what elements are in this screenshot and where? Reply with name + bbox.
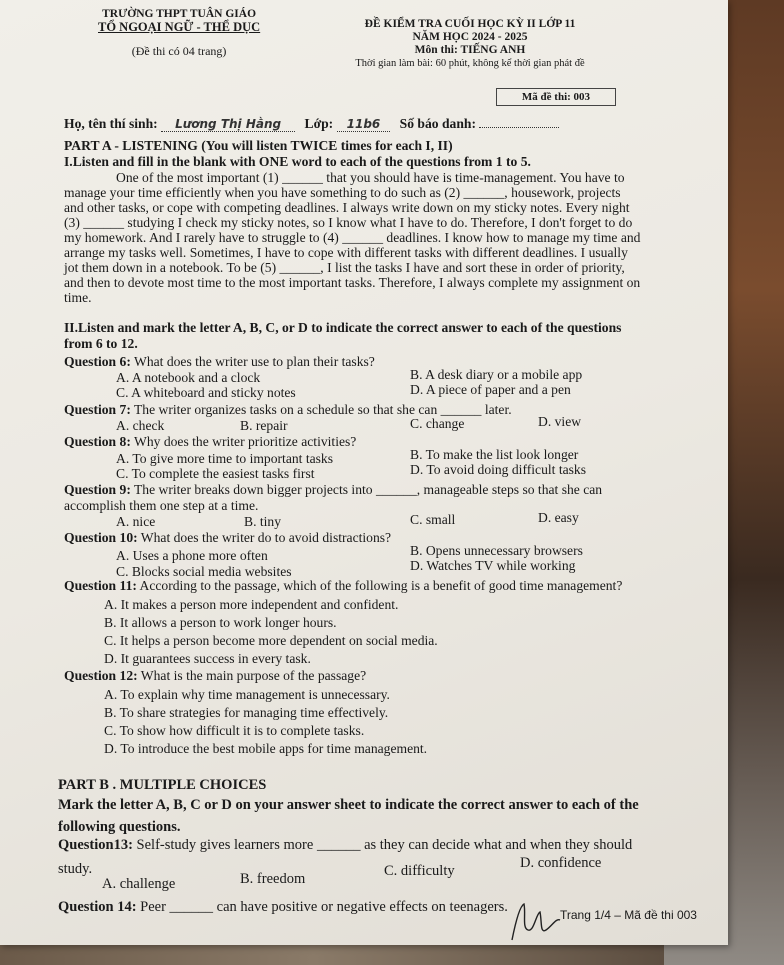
class-label: Lớp: <box>304 116 334 131</box>
question-11 <box>64 578 622 593</box>
option-a[interactable]: A. Uses a phone more often <box>116 548 268 563</box>
school-year: NĂM HỌC 2024 - 2025 <box>412 31 528 43</box>
school-header <box>98 8 260 58</box>
question-12 <box>64 668 366 683</box>
option-c[interactable]: C. Blocks social media websites <box>116 564 292 579</box>
question-10 <box>64 530 391 545</box>
option-b[interactable]: B. tiny <box>244 514 282 529</box>
section-2-title: II.Listen and mark the letter A, B, C, or D to indicate the correct answer to each of the questions <box>64 320 622 335</box>
sbd-label: Số báo danh: <box>399 116 476 131</box>
question-7 <box>64 402 512 417</box>
question-14 <box>58 900 508 915</box>
option-b[interactable]: B. freedom <box>240 871 306 887</box>
passage-line: arrange my tasks well. Sometimes, I have to cope with different tasks with different deadlines. I usually <box>64 245 628 260</box>
option-a[interactable]: A. It makes a person more independent and confident. <box>104 597 399 612</box>
option-b[interactable]: B. Opens unnecessary browsers <box>410 543 583 558</box>
question-text-cont: accomplish them one step at a time. <box>64 498 259 513</box>
option-a[interactable]: A. challenge <box>102 876 176 892</box>
option-b[interactable]: B. To make the list look longer <box>410 447 579 462</box>
question-label: Question 10: <box>64 530 138 545</box>
option-a[interactable]: A. check <box>116 418 165 433</box>
question-9 <box>64 482 602 497</box>
question-label: Question 7: <box>64 402 131 417</box>
option-a[interactable]: A. A notebook and a clock <box>116 370 261 385</box>
option-d[interactable]: D. confidence <box>520 855 602 871</box>
passage-line: time. <box>64 290 92 305</box>
page-footer: Trang 1/4 – Mã đề thi 003 <box>560 908 697 922</box>
department-name: TỔ NGOẠI NGỮ - THỂ DỤC <box>98 20 261 34</box>
option-d[interactable]: D. To introduce the best mobile apps for time management. <box>104 741 428 756</box>
name-value[interactable]: Lương Thị Hằng <box>161 117 295 132</box>
passage-line: and other tasks, or cope with competing deadlines. I always write down on my sticky notes. Every night <box>64 200 630 215</box>
option-c[interactable]: C. A whiteboard and sticky notes <box>116 385 296 400</box>
question-label: Question 9: <box>64 482 131 497</box>
option-d[interactable]: D. It guarantees success in every task. <box>104 651 311 666</box>
sbd-value[interactable] <box>479 127 559 128</box>
option-b[interactable]: B. A desk diary or a mobile app <box>410 367 583 382</box>
option-a[interactable]: A. nice <box>116 514 156 529</box>
question-13 <box>58 838 632 853</box>
option-d[interactable]: D. easy <box>538 510 579 525</box>
question-8 <box>64 434 356 449</box>
option-c[interactable]: C. To complete the easiest tasks first <box>116 466 315 481</box>
question-label: Question 8: <box>64 434 131 449</box>
option-a[interactable]: A. To explain why time management is unnecessary. <box>104 687 390 702</box>
school-name: TRƯỜNG THPT TUÂN GIÁO <box>102 8 257 20</box>
time-note: Thời gian làm bài: 60 phút, không kể thời gian phát đề <box>355 58 585 69</box>
question-text: The writer breaks down bigger projects into ______, manageable steps so that she can <box>134 482 603 497</box>
passage-line: (3) ______ studying I check my sticky notes, so I know what I have to do. Therefore, I don't forget to do <box>64 215 633 230</box>
subject: Môn thi: TIẾNG ANH <box>414 44 526 56</box>
question-label: Question 12: <box>64 668 138 683</box>
option-b[interactable]: B. It allows a person to work longer hours. <box>104 615 337 630</box>
part-b-instruction: Mark the letter A, B, C or D on your answer sheet to indicate the correct answer to each of the <box>58 797 639 813</box>
question-6 <box>64 354 375 369</box>
question-text: What is the main purpose of the passage? <box>140 668 367 683</box>
question-text: According to the passage, which of the following is a benefit of good time management? <box>139 578 623 593</box>
option-c[interactable]: C. change <box>410 416 465 431</box>
question-text: Why does the writer prioritize activities? <box>134 434 357 449</box>
teacher-signature <box>506 900 564 944</box>
question-label: Question 6: <box>64 354 131 369</box>
question-label: Question 14: <box>58 899 137 915</box>
option-b[interactable]: B. repair <box>240 418 288 433</box>
option-d[interactable]: D. Watches TV while working <box>410 558 576 573</box>
question-text: The writer organizes tasks on a schedule so that she can ______ later. <box>134 402 512 417</box>
option-d[interactable]: D. To avoid doing difficult tasks <box>410 462 587 477</box>
passage-line: One of the most important (1) ______ that you should have is time-management. You have to <box>116 170 625 185</box>
passage-line: my homework. And I rarely have to struggle to (4) ______ deadlines. I know how to manage my time and <box>64 230 641 245</box>
option-d[interactable]: D. A piece of paper and a pen <box>410 382 571 397</box>
class-value[interactable]: 11b6 <box>337 117 391 132</box>
part-b-title: PART B . MULTIPLE CHOICES <box>58 777 267 793</box>
option-b[interactable]: B. To share strategies for managing time effectively. <box>104 705 389 720</box>
section-1-title: I.Listen and fill in the blank with ONE word to each of the questions from 1 to 5. <box>64 154 531 169</box>
option-c[interactable]: C. difficulty <box>384 863 455 879</box>
option-a[interactable]: A. To give more time to important tasks <box>116 451 334 466</box>
passage-line: and then to devote most time to the most important tasks. Therefore, I always complete my assignment on <box>64 275 641 290</box>
exam-code: Mã đề thi: 003 <box>496 88 616 106</box>
passage-line: manage your time efficiently when you have something to do such as (2) ______, housework, projects <box>64 185 621 200</box>
question-text: Peer ______ can have positive or negative effects on teenagers. <box>140 899 508 915</box>
part-b-instruction-cont: following questions. <box>58 819 181 835</box>
passage-line: jot them down in a notebook. To be (5) ______, I list the tasks I have and sort these in order of priority, <box>64 260 625 275</box>
part-a-title: PART A - LISTENING (You will listen TWICE times for each I, II) <box>64 138 453 153</box>
question-text-cont: study. <box>58 861 93 877</box>
exam-header <box>316 18 624 70</box>
option-d[interactable]: D. view <box>538 414 582 429</box>
exam-title: ĐỀ KIỂM TRA CUỐI HỌC KỲ II LỚP 11 <box>364 18 576 30</box>
question-label: Question13: <box>58 837 133 853</box>
pages-note: (Đề thi có 04 trang) <box>131 44 227 58</box>
option-c[interactable]: C. It helps a person become more dependent on social media. <box>104 633 438 648</box>
question-text: What does the writer use to plan their tasks? <box>134 354 375 369</box>
question-text: What does the writer do to avoid distractions? <box>140 530 392 545</box>
option-c[interactable]: C. To show how difficult it is to complete tasks. <box>104 723 365 738</box>
student-info-row <box>64 116 559 132</box>
question-text: Self-study gives learners more ______ as they can decide what and when they should <box>136 837 633 853</box>
option-c[interactable]: C. small <box>410 512 456 527</box>
name-label: Họ, tên thí sinh: <box>64 116 158 131</box>
section-2-title-cont: from 6 to 12. <box>64 336 138 351</box>
question-label: Question 11: <box>64 578 137 593</box>
